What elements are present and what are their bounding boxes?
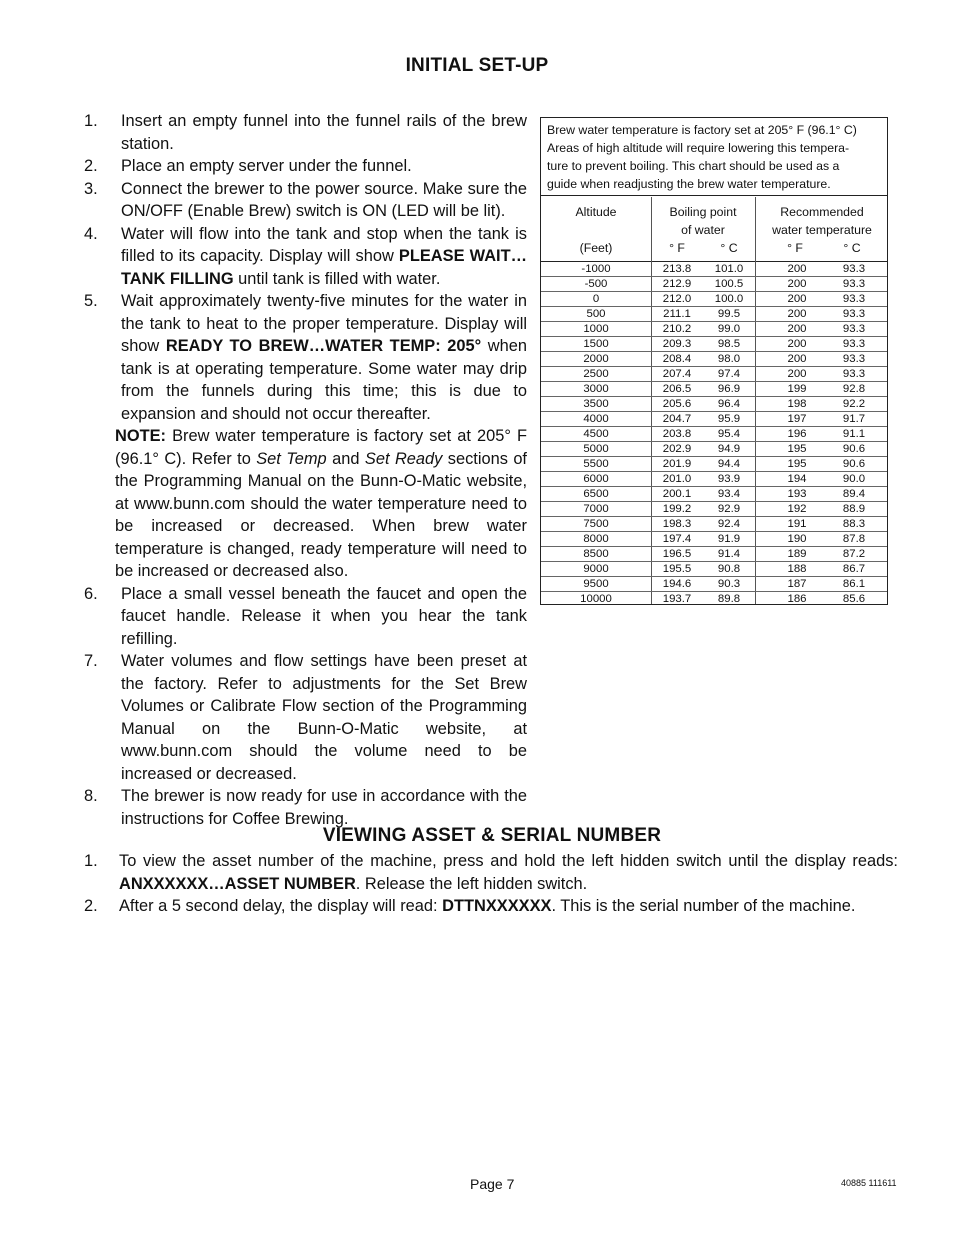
emphasis-text: READY TO BREW…WATER TEMP: 205° [165,337,482,355]
cell-recommended-f: 200 [787,308,807,320]
cell-boiling-c: 99.5 [717,308,741,320]
cell-recommended-c: 93.3 [842,308,866,320]
table-intro-line: Brew water temperature is factory set at 205° F (96.1° C) [547,123,857,137]
cell-recommended-c: 86.7 [842,563,866,575]
cell-recommended-f: 190 [787,533,807,545]
cell-boiling-c: 95.4 [717,428,741,440]
table-row [541,532,887,547]
step-number: 4. [84,224,98,243]
cell-recommended-f: 197 [787,413,807,425]
cell-recommended-f: 199 [787,383,807,395]
table-row [541,382,887,397]
cell-boiling-c: 91.9 [717,533,741,545]
cell-recommended-f: 200 [787,338,807,350]
cell-altitude: 1000 [583,323,609,335]
setup-note [84,425,527,583]
cell-boiling-c: 93.9 [717,473,741,485]
emphasis-text: NOTE: [115,427,166,445]
cell-recommended-c: 86.1 [842,578,866,590]
cell-recommended-f: 186 [787,593,807,605]
step-text: Place an empty server under the funnel. [121,157,412,175]
table-row [541,397,887,412]
step-text: and [326,449,365,468]
italic-text: Set Temp [256,449,327,468]
step-text: . This is the serial number of the machine. [551,897,856,915]
cell-altitude: -500 [584,278,608,290]
header-recommended: Recommended [780,205,864,219]
cell-boiling-c: 89.8 [717,593,741,605]
cell-boiling-f: 201.0 [662,473,692,485]
cell-altitude: 3500 [583,398,609,410]
cell-boiling-c: 90.8 [717,563,741,575]
cell-recommended-c: 93.3 [842,278,866,290]
cell-altitude: 9500 [583,578,609,590]
cell-boiling-c: 98.0 [717,353,741,365]
table-row [541,577,887,592]
step-text: Brew water temperature is factory set at 205° F (96.1° C). Refer to [115,427,527,468]
setup-step [84,650,527,785]
header-feet: (Feet) [579,241,613,255]
setup-step [84,290,527,425]
cell-recommended-f: 189 [787,548,807,560]
cell-boiling-f: 208.4 [662,353,692,365]
cell-recommended-c: 89.4 [842,488,866,500]
cell-boiling-c: 91.4 [717,548,741,560]
cell-recommended-c: 93.3 [842,263,866,275]
cell-recommended-f: 200 [787,353,807,365]
setup-step [84,223,527,291]
table-row [541,487,887,502]
cell-boiling-f: 201.9 [662,458,692,470]
cell-recommended-c: 92.2 [842,398,866,410]
cell-boiling-c: 97.4 [717,368,741,380]
cell-altitude: 4000 [583,413,609,425]
step-number: 7. [84,652,98,670]
emphasis-text: ANXXXXXX…ASSET NUMBER [119,874,356,893]
page-number: Page 7 [470,1176,515,1192]
cell-boiling-f: 193.7 [662,593,692,605]
cell-boiling-f: 194.6 [662,578,692,590]
cell-boiling-c: 98.5 [717,338,741,350]
cell-boiling-c: 94.4 [717,458,741,470]
table-row [541,472,887,487]
cell-boiling-c: 90.3 [717,578,741,590]
step-number: 6. [84,584,98,603]
italic-text: Set Ready [364,449,443,468]
table-row [541,367,887,382]
cell-recommended-c: 91.1 [842,428,866,440]
cell-altitude: 2000 [583,353,609,365]
cell-altitude: 4500 [583,428,609,440]
cell-boiling-f: 206.5 [662,383,692,395]
cell-altitude: 2500 [583,368,609,380]
step-number: 3. [84,179,98,198]
cell-recommended-f: 192 [787,503,807,515]
cell-boiling-c: 95.9 [717,413,741,425]
cell-boiling-f: 212.0 [662,293,692,305]
cell-recommended-f: 195 [787,443,807,455]
cell-recommended-f: 188 [787,563,807,575]
table-row [541,277,887,292]
step-number: 8. [84,787,98,805]
table-intro [541,118,887,196]
table-header [541,197,887,262]
step-text: Insert an empty funnel into the funnel rails of the brew station. [121,112,527,153]
cell-recommended-c: 93.3 [842,353,866,365]
cell-recommended-f: 195 [787,458,807,470]
cell-altitude: 7500 [583,518,609,530]
step-text: Connect the brewer to the power source. Make sure the ON/OFF (Enable Brew) switch is ON (LED will be lit). [121,179,527,220]
cell-boiling-f: 197.4 [662,533,692,545]
step-text: when tank is at operating temperature. Some water may drip from the funnels during this time; this is due to expansion and should not occur thereafter. [121,337,527,423]
cell-boiling-c: 93.4 [717,488,741,500]
cell-boiling-f: 200.1 [662,488,692,500]
cell-altitude: 1500 [583,338,609,350]
emphasis-text: PLEASE WAIT… TANK FILLING [121,247,527,288]
cell-recommended-f: 193 [787,488,807,500]
cell-recommended-c: 85.6 [842,593,866,605]
cell-boiling-f: 210.2 [662,323,692,335]
setup-step [84,583,527,651]
header-altitude: Altitude [575,205,617,219]
cell-boiling-f: 212.9 [662,278,692,290]
cell-recommended-f: 194 [787,473,807,485]
cell-altitude: 8500 [583,548,609,560]
step-number: 1. [84,112,98,130]
step-number: 1. [84,852,98,870]
step-number: 5. [84,292,98,310]
cell-recommended-c: 87.8 [842,533,866,545]
cell-recommended-c: 88.3 [842,518,866,530]
table-row [541,562,887,577]
cell-recommended-f: 196 [787,428,807,440]
cell-boiling-f: 199.2 [662,503,692,515]
cell-recommended-f: 198 [787,398,807,410]
table-row [541,322,887,337]
step-text: After a 5 second delay, the display will read: [119,897,443,915]
header-boiling-c: ° C [720,241,738,255]
cell-recommended-c: 93.3 [842,368,866,380]
table-row [541,307,887,322]
table-row [541,352,887,367]
table-row [541,592,887,607]
emphasis-text: DTTNXXXXXX [442,897,552,915]
step-text: Water volumes and flow settings have been preset at the factory. Refer to adjustments for the Set Brew Volumes or Calibrate Flow section of the Programming Manual on the Bunn-O-Matic website, at www.bunn.com should the volume need to be increased or decreased. [121,652,527,783]
cell-boiling-f: 209.3 [662,338,692,350]
cell-boiling-c: 96.4 [717,398,741,410]
table-intro-line: ture to prevent boiling. This chart should be used as a [547,159,840,173]
cell-boiling-f: 211.1 [663,308,691,320]
asset-step [84,850,898,895]
cell-boiling-f: 202.9 [662,443,692,455]
cell-altitude: 6000 [583,473,609,485]
step-number: 2. [84,897,98,915]
cell-altitude: 5000 [583,443,609,455]
step-text: To view the asset number of the machine, press and hold the left hidden switch until the display reads: [119,852,898,870]
asset-steps-list [84,850,898,918]
table-row [541,442,887,457]
cell-boiling-c: 101.0 [714,263,744,275]
header-boiling-f: ° F [669,241,685,255]
setup-step [84,178,527,223]
cell-boiling-c: 92.9 [717,503,741,515]
step-text: Water will flow into the tank and stop when the tank is filled to its capacity. Display will show [121,224,527,265]
cell-recommended-f: 200 [787,278,807,290]
step-text: Wait approximately twenty-five minutes for the water in the tank to heat to the proper temperature. Display will show [121,292,527,355]
cell-recommended-c: 88.9 [842,503,866,515]
cell-altitude: 6500 [583,488,609,500]
cell-boiling-f: 196.5 [662,548,692,560]
cell-boiling-f: 204.7 [662,413,692,425]
cell-altitude: 5500 [583,458,609,470]
step-text: . Release the left hidden switch. [355,874,588,893]
cell-recommended-c: 92.8 [842,383,866,395]
section-title-initial-setup: INITIAL SET-UP [405,55,549,76]
setup-step [84,785,527,830]
cell-altitude: 3000 [583,383,609,395]
cell-recommended-c: 90.6 [842,443,866,455]
cell-altitude: 500 [586,308,606,320]
section-title-asset-serial: VIEWING ASSET & SERIAL NUMBER [322,825,662,846]
step-number: 2. [84,157,98,175]
cell-boiling-f: 195.5 [662,563,692,575]
header-recommended-f: ° F [787,241,803,255]
cell-altitude: 9000 [583,563,609,575]
step-text: sections of the Programming Manual on the Bunn-O-Matic website, at www.bunn.com should the water temperature need to be increased or decreased. When brew water temperature is changed, ready temperature will need to be increased or decreased also. [115,449,527,580]
cell-recommended-f: 200 [787,263,807,275]
cell-recommended-c: 90.0 [842,473,866,485]
step-text: until tank is filled with water. [233,269,441,288]
cell-recommended-f: 191 [787,518,807,530]
table-row [541,412,887,427]
asset-step [84,895,898,918]
header-boiling-point: Boiling point [669,205,737,219]
cell-altitude: 0 [592,293,600,305]
cell-boiling-c: 99.0 [717,323,741,335]
cell-boiling-f: 198.3 [662,518,692,530]
table-row [541,337,887,352]
cell-recommended-c: 87.2 [842,548,866,560]
setup-step [84,155,527,178]
cell-recommended-f: 200 [787,293,807,305]
cell-altitude: -1000 [581,263,611,275]
setup-steps-list [84,110,527,830]
table-intro-line: Areas of high altitude will require lowering this tempera- [547,141,850,155]
table-row [541,427,887,442]
table-row [541,517,887,532]
header-recommended-c: ° C [843,241,861,255]
table-row [541,457,887,472]
step-text: The brewer is now ready for use in accordance with the instructions for Coffee Brewing. [121,787,527,828]
document-number: 40885 111611 [841,1178,897,1188]
cell-boiling-f: 203.8 [662,428,692,440]
cell-boiling-f: 205.6 [662,398,692,410]
cell-boiling-c: 94.9 [717,443,741,455]
cell-boiling-c: 96.9 [717,383,741,395]
cell-recommended-c: 93.3 [842,338,866,350]
setup-step [84,110,527,155]
cell-recommended-c: 93.3 [842,293,866,305]
header-water-temperature: water temperature [772,223,872,237]
altitude-temperature-table [540,117,888,605]
cell-recommended-c: 91.7 [842,413,866,425]
header-of-water: of water [681,223,725,237]
cell-boiling-c: 100.5 [714,278,744,290]
cell-recommended-f: 200 [787,323,807,335]
cell-altitude: 7000 [583,503,609,515]
cell-recommended-c: 90.6 [842,458,866,470]
table-row [541,547,887,562]
cell-boiling-c: 92.4 [717,518,741,530]
cell-altitude: 8000 [583,533,609,545]
cell-boiling-f: 207.4 [662,368,692,380]
cell-altitude: 10000 [580,593,612,605]
cell-recommended-f: 187 [787,578,807,590]
table-row [541,292,887,307]
cell-recommended-c: 93.3 [842,323,866,335]
cell-recommended-f: 200 [787,368,807,380]
table-intro-line: guide when readjusting the brew water temperature. [547,177,831,191]
cell-boiling-f: 213.8 [662,263,692,275]
table-row [541,502,887,517]
step-text: Place a small vessel beneath the faucet and open the faucet handle. Release it when you hear the tank refilling. [121,584,527,648]
table-row [541,262,887,277]
cell-boiling-c: 100.0 [714,293,744,305]
